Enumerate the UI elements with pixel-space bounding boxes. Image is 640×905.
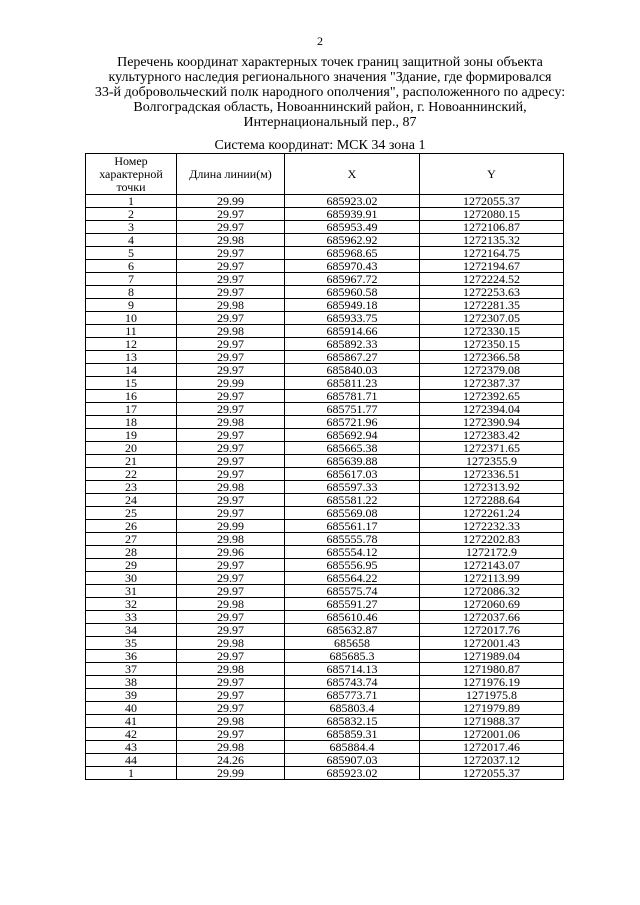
header-line-length: Длина линии(м) [177,154,285,195]
cell-line-length: 29.98 [177,325,285,338]
cell-x: 685632.87 [285,624,420,637]
cell-y: 1272261.24 [420,507,564,520]
cell-line-length: 29.97 [177,351,285,364]
cell-point-number: 28 [86,546,177,559]
cell-point-number: 8 [86,286,177,299]
cell-point-number: 9 [86,299,177,312]
cell-line-length: 29.98 [177,715,285,728]
cell-x: 685581.22 [285,494,420,507]
cell-point-number: 43 [86,741,177,754]
cell-point-number: 31 [86,585,177,598]
cell-y: 1272224.52 [420,273,564,286]
cell-line-length: 29.98 [177,533,285,546]
table-row [86,559,564,572]
cell-y: 1272060.69 [420,598,564,611]
cell-y: 1272387.37 [420,377,564,390]
title-line: 33-й добровольческий полк народного ополчения", расположенного по адресу: [94,85,566,100]
table-row [86,728,564,741]
cell-point-number: 21 [86,455,177,468]
table-row [86,234,564,247]
table-row [86,520,564,533]
cell-y: 1272392.65 [420,390,564,403]
cell-line-length: 29.98 [177,741,285,754]
cell-x: 685610.46 [285,611,420,624]
table-row [86,767,564,780]
cell-y: 1272001.06 [420,728,564,741]
table-row [86,481,564,494]
cell-line-length: 29.97 [177,442,285,455]
cell-line-length: 29.97 [177,507,285,520]
cell-x: 685923.02 [285,195,420,208]
cell-line-length: 29.97 [177,728,285,741]
cell-line-length: 29.97 [177,221,285,234]
cell-y: 1272232.33 [420,520,564,533]
title-line: Интернациональный пер., 87 [243,115,417,130]
cell-line-length: 29.98 [177,234,285,247]
table-row [86,247,564,260]
table-row [86,507,564,520]
cell-line-length: 29.98 [177,481,285,494]
cell-y: 1271979.89 [420,702,564,715]
coordinates-table [85,153,564,780]
cell-point-number: 2 [86,208,177,221]
cell-y: 1272383.42 [420,429,564,442]
cell-x: 685960.58 [285,286,420,299]
cell-line-length: 29.98 [177,663,285,676]
cell-x: 685962.92 [285,234,420,247]
cell-x: 685591.27 [285,598,420,611]
table-row [86,611,564,624]
cell-line-length: 29.98 [177,598,285,611]
cell-point-number: 24 [86,494,177,507]
title-line: Волгоградская область, Новоаннинский район, г. Новоаннинский, [133,100,527,115]
cell-x: 685658 [285,637,420,650]
table-header-row [86,154,564,195]
cell-y: 1272202.83 [420,533,564,546]
cell-y: 1272366.58 [420,351,564,364]
cell-point-number: 35 [86,637,177,650]
cell-x: 685840.03 [285,364,420,377]
cell-y: 1272055.37 [420,195,564,208]
cell-x: 685554.12 [285,546,420,559]
cell-point-number: 26 [86,520,177,533]
cell-line-length: 29.97 [177,494,285,507]
cell-x: 685692.94 [285,429,420,442]
cell-point-number: 23 [86,481,177,494]
cell-line-length: 29.97 [177,689,285,702]
cell-line-length: 29.99 [177,195,285,208]
table-row [86,468,564,481]
cell-point-number: 34 [86,624,177,637]
cell-x: 685914.66 [285,325,420,338]
cell-x: 685933.75 [285,312,420,325]
cell-x: 685907.03 [285,754,420,767]
cell-x: 685803.4 [285,702,420,715]
header-y: Y [420,154,564,195]
cell-line-length: 29.97 [177,429,285,442]
cell-point-number: 18 [86,416,177,429]
cell-y: 1271976.19 [420,676,564,689]
cell-line-length: 29.97 [177,338,285,351]
cell-x: 685555.78 [285,533,420,546]
table-row [86,377,564,390]
cell-point-number: 44 [86,754,177,767]
title-line: Перечень координат характерных точек границ защитной зоны объекта [117,55,543,70]
cell-point-number: 3 [86,221,177,234]
cell-y: 1271988.37 [420,715,564,728]
cell-y: 1272055.37 [420,767,564,780]
cell-x: 685884.4 [285,741,420,754]
cell-y: 1272350.15 [420,338,564,351]
table-row [86,689,564,702]
cell-x: 685949.18 [285,299,420,312]
cell-x: 685639.88 [285,455,420,468]
cell-point-number: 1 [86,195,177,208]
cell-y: 1272135.32 [420,234,564,247]
cell-y: 1272001.43 [420,637,564,650]
cell-line-length: 29.99 [177,767,285,780]
cell-y: 1272253.63 [420,286,564,299]
table-row [86,299,564,312]
cell-x: 685714.13 [285,663,420,676]
cell-point-number: 29 [86,559,177,572]
cell-point-number: 30 [86,572,177,585]
cell-point-number: 40 [86,702,177,715]
cell-point-number: 22 [86,468,177,481]
cell-x: 685970.43 [285,260,420,273]
table-row [86,585,564,598]
table-row [86,312,564,325]
table-row [86,364,564,377]
cell-x: 685721.96 [285,416,420,429]
cell-point-number: 5 [86,247,177,260]
table-row [86,273,564,286]
cell-line-length: 29.97 [177,468,285,481]
cell-x: 685773.71 [285,689,420,702]
table-row [86,390,564,403]
cell-line-length: 29.97 [177,650,285,663]
coordinate-system-label: Система координат: МСК 34 зона 1 [214,138,426,153]
cell-line-length: 29.97 [177,455,285,468]
cell-y: 1272172.9 [420,546,564,559]
table-row [86,624,564,637]
cell-line-length: 29.98 [177,416,285,429]
cell-x: 685569.08 [285,507,420,520]
cell-point-number: 42 [86,728,177,741]
cell-y: 1272288.64 [420,494,564,507]
header-point-number: Номер характерной точки [86,154,177,195]
table-row [86,533,564,546]
cell-y: 1272017.46 [420,741,564,754]
table-row [86,260,564,273]
cell-point-number: 4 [86,234,177,247]
cell-point-number: 27 [86,533,177,546]
cell-point-number: 14 [86,364,177,377]
cell-point-number: 25 [86,507,177,520]
cell-point-number: 32 [86,598,177,611]
cell-y: 1272281.35 [420,299,564,312]
cell-x: 685751.77 [285,403,420,416]
cell-line-length: 29.97 [177,273,285,286]
cell-point-number: 16 [86,390,177,403]
table-row [86,416,564,429]
cell-point-number: 1 [86,767,177,780]
table-row [86,429,564,442]
cell-line-length: 29.97 [177,624,285,637]
cell-x: 685743.74 [285,676,420,689]
cell-line-length: 29.97 [177,611,285,624]
cell-point-number: 10 [86,312,177,325]
cell-y: 1272394.04 [420,403,564,416]
cell-y: 1272080.15 [420,208,564,221]
title-line: культурного наследия регионального значения "Здание, где формировался [108,70,552,85]
cell-x: 685561.17 [285,520,420,533]
cell-point-number: 36 [86,650,177,663]
cell-point-number: 13 [86,351,177,364]
cell-y: 1272330.15 [420,325,564,338]
cell-point-number: 33 [86,611,177,624]
table-row [86,442,564,455]
cell-x: 685665.38 [285,442,420,455]
cell-point-number: 6 [86,260,177,273]
cell-point-number: 37 [86,663,177,676]
document-title [60,55,600,130]
cell-y: 1272113.99 [420,572,564,585]
cell-y: 1272390.94 [420,416,564,429]
cell-x: 685923.02 [285,767,420,780]
cell-y: 1272086.32 [420,585,564,598]
cell-y: 1272355.9 [420,455,564,468]
cell-line-length: 29.99 [177,377,285,390]
cell-point-number: 38 [86,676,177,689]
table-row [86,208,564,221]
cell-line-length: 29.99 [177,520,285,533]
table-body [86,195,564,780]
cell-line-length: 29.98 [177,637,285,650]
cell-y: 1272194.67 [420,260,564,273]
cell-y: 1272143.07 [420,559,564,572]
page-number: 2 [317,34,323,48]
table-row [86,221,564,234]
cell-x: 685859.31 [285,728,420,741]
cell-y: 1272379.08 [420,364,564,377]
cell-y: 1272017.76 [420,624,564,637]
table-row [86,338,564,351]
table-row [86,546,564,559]
cell-line-length: 29.98 [177,299,285,312]
table-row [86,650,564,663]
cell-line-length: 29.97 [177,208,285,221]
cell-point-number: 19 [86,429,177,442]
header-x: X [285,154,420,195]
cell-line-length: 29.97 [177,585,285,598]
cell-line-length: 29.97 [177,403,285,416]
cell-point-number: 39 [86,689,177,702]
cell-line-length: 29.97 [177,676,285,689]
cell-y: 1272037.66 [420,611,564,624]
table-row [86,403,564,416]
cell-point-number: 20 [86,442,177,455]
table-row [86,702,564,715]
cell-y: 1272313.92 [420,481,564,494]
cell-x: 685967.72 [285,273,420,286]
cell-line-length: 29.97 [177,572,285,585]
cell-line-length: 29.97 [177,260,285,273]
table-row [86,741,564,754]
cell-point-number: 17 [86,403,177,416]
table-row [86,598,564,611]
cell-y: 1272037.12 [420,754,564,767]
cell-x: 685617.03 [285,468,420,481]
cell-y: 1271975.8 [420,689,564,702]
cell-point-number: 7 [86,273,177,286]
table-row [86,676,564,689]
cell-line-length: 24.26 [177,754,285,767]
cell-line-length: 29.97 [177,312,285,325]
cell-line-length: 29.97 [177,286,285,299]
cell-y: 1272164.75 [420,247,564,260]
cell-x: 685939.91 [285,208,420,221]
cell-line-length: 29.96 [177,546,285,559]
table-row [86,637,564,650]
cell-line-length: 29.97 [177,559,285,572]
cell-x: 685781.71 [285,390,420,403]
cell-point-number: 15 [86,377,177,390]
cell-y: 1271989.04 [420,650,564,663]
cell-line-length: 29.97 [177,702,285,715]
cell-point-number: 41 [86,715,177,728]
table-row [86,715,564,728]
table-row [86,663,564,676]
cell-x: 685953.49 [285,221,420,234]
cell-point-number: 12 [86,338,177,351]
cell-point-number: 11 [86,325,177,338]
cell-x: 685892.33 [285,338,420,351]
cell-line-length: 29.97 [177,364,285,377]
cell-x: 685597.33 [285,481,420,494]
table-row [86,286,564,299]
cell-y: 1272336.51 [420,468,564,481]
cell-x: 685811.23 [285,377,420,390]
table-row [86,455,564,468]
cell-x: 685968.65 [285,247,420,260]
table-row [86,325,564,338]
table-row [86,195,564,208]
cell-y: 1272307.05 [420,312,564,325]
cell-x: 685832.15 [285,715,420,728]
cell-y: 1271980.87 [420,663,564,676]
cell-line-length: 29.97 [177,247,285,260]
cell-y: 1272371.65 [420,442,564,455]
cell-x: 685867.27 [285,351,420,364]
cell-x: 685575.74 [285,585,420,598]
cell-x: 685564.22 [285,572,420,585]
table-row [86,754,564,767]
table-row [86,351,564,364]
cell-x: 685685.3 [285,650,420,663]
table-row [86,572,564,585]
table-row [86,494,564,507]
cell-y: 1272106.87 [420,221,564,234]
cell-line-length: 29.97 [177,390,285,403]
cell-x: 685556.95 [285,559,420,572]
